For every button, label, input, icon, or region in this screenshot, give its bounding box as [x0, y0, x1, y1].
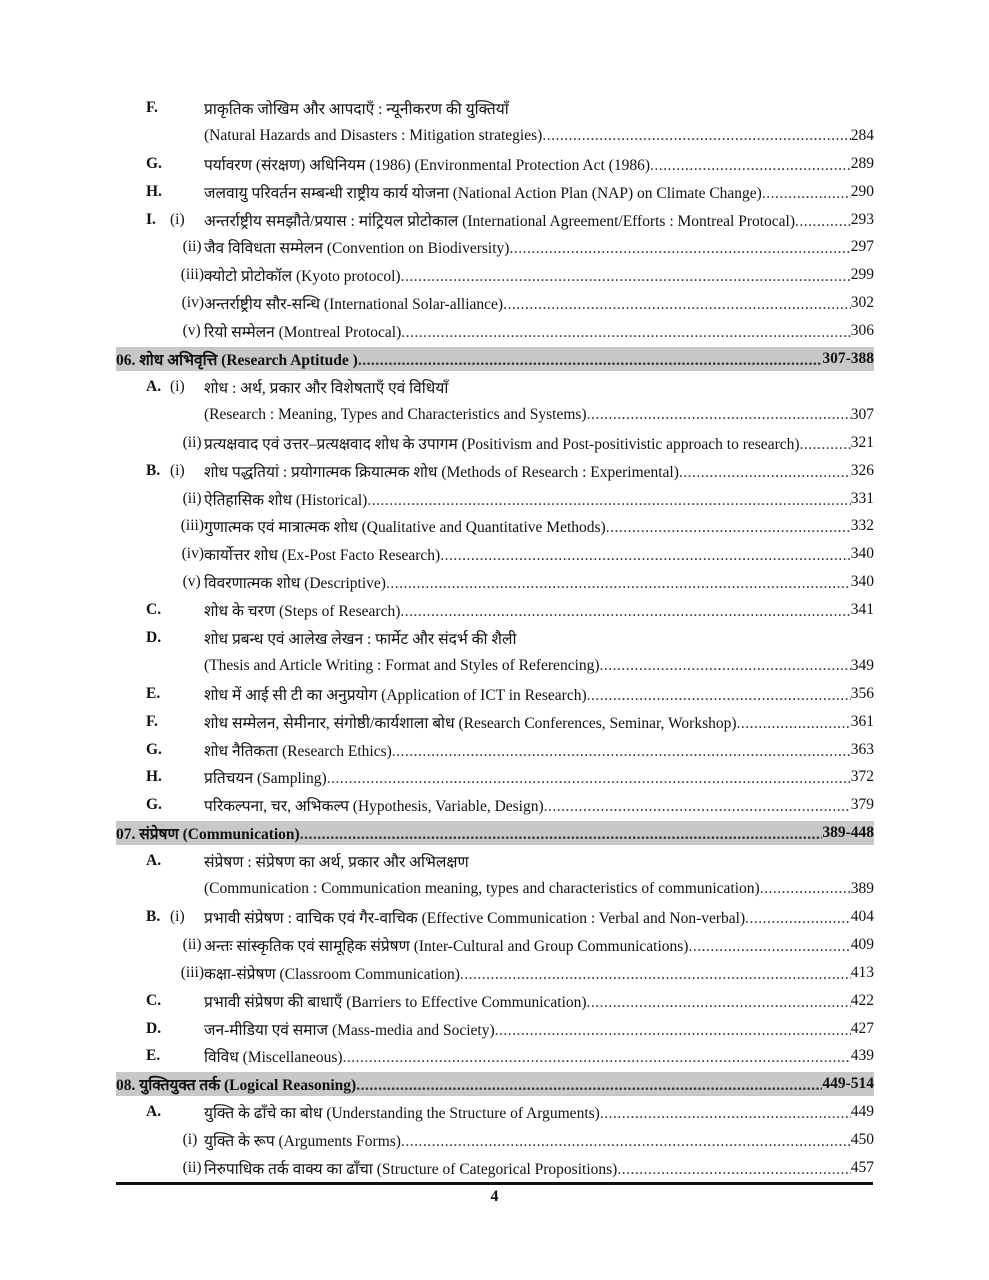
entry-page: 449	[850, 1103, 874, 1121]
leader-dots	[600, 1105, 851, 1123]
toc-entry[interactable]	[116, 178, 874, 206]
entry-sublabel	[176, 183, 204, 201]
leader-dots	[650, 157, 851, 175]
toc-entry[interactable]	[116, 206, 874, 234]
entry-title-line	[204, 543, 851, 565]
entry-page: 356	[850, 684, 874, 702]
entry-sublabel	[176, 1020, 204, 1038]
leader-dots	[367, 492, 850, 510]
entry-title-line	[204, 320, 851, 342]
entry-page: 341	[850, 601, 874, 619]
entry-label: H.	[146, 182, 162, 200]
entry-page: 363	[850, 740, 874, 758]
entry-title: प्रत्यक्षवाद एवं उत्तर–प्रत्यक्षवाद शोध के उपागम (Positivism and Post-positivistic approach to research)	[204, 435, 800, 453]
entry-marker	[116, 155, 204, 173]
toc-entry[interactable]	[116, 1126, 874, 1154]
entry-page: 331	[850, 489, 874, 507]
entry-marker	[116, 992, 204, 1010]
entry-sublabel: (iii)	[180, 266, 204, 284]
entry-title: अन्तर्राष्ट्रीय समझौते/प्रयास : मांट्रियल प्रोटोकाल (International Agreement/Efforts : Montreal Protocal)	[204, 212, 796, 230]
entry-sublabel	[176, 155, 204, 173]
entry-page: 413	[850, 963, 874, 981]
entry-label: E.	[146, 684, 161, 702]
chapter-heading[interactable]	[116, 821, 874, 845]
entry-label: F.	[146, 98, 158, 116]
toc-entry[interactable]	[116, 847, 874, 875]
entry-title: युक्ति के ढॉंचे का बोध (Understanding the Structure of Arguments)	[204, 1105, 600, 1123]
leader-dots	[401, 1133, 851, 1151]
entry-title: रियो सम्मेलन (Montreal Protocal)	[204, 324, 402, 342]
entry-marker	[116, 908, 204, 926]
chapter-page-range: 449-514	[822, 1075, 874, 1093]
leader-dots	[509, 240, 850, 258]
entry-marker	[116, 1131, 204, 1149]
entry-page: 404	[850, 907, 874, 925]
entry-label: I.	[146, 210, 156, 228]
leader-dots	[401, 268, 851, 286]
entry-title-line	[204, 1018, 851, 1040]
entry-title-line	[204, 460, 851, 482]
entry-page: 321	[850, 433, 874, 451]
entry-sublabel: (ii)	[182, 433, 202, 451]
entry-marker	[116, 936, 204, 954]
entry-title: कक्षा-संप्रेषण (Classroom Communication)	[204, 965, 460, 983]
entry-title: ऐतिहासिक शोध (Historical)	[204, 491, 368, 509]
entry-marker	[116, 462, 204, 480]
leader-dots	[587, 994, 851, 1012]
entry-title: प्रभावी संप्रेषण की बाधाएँ (Barriers to Effective Communication)	[204, 993, 587, 1011]
entry-title: जन-मीडिया एवं समाज (Mass-media and Society)	[204, 1021, 495, 1039]
entry-title: शोध नैतिकता (Research Ethics)	[204, 742, 392, 760]
leader-dots	[327, 770, 851, 788]
entry-title: युक्ति के रूप (Arguments Forms)	[204, 1133, 401, 1151]
toc-entry[interactable]	[116, 791, 874, 819]
leader-dots	[542, 127, 850, 145]
leader-dots	[392, 743, 851, 761]
toc-entry[interactable]	[116, 652, 874, 680]
entry-sublabel	[176, 1103, 204, 1121]
entry-title: शोध में आई सी टी का अनुप्रयोग (Application of ICT in Research)	[204, 686, 587, 704]
entry-page: 293	[850, 210, 874, 228]
chapter-heading[interactable]	[116, 347, 874, 371]
chapter-title: 06. शोध अभिवृत्ति (Research Aptitude )	[116, 352, 358, 370]
chapter-title: 08. युक्तियुक्त तर्क (Logical Reasoning)	[116, 1077, 357, 1095]
toc-entry[interactable]	[116, 1154, 874, 1182]
toc-entry[interactable]	[116, 540, 874, 568]
entry-title: अन्तः सांस्कृतिक एवं सामूहिक संप्रेषण (Inter-Cultural and Group Communications)	[204, 937, 689, 955]
toc-entry[interactable]	[116, 1098, 874, 1126]
toc-entry[interactable]	[116, 763, 874, 791]
footer-rule	[116, 1182, 873, 1185]
entry-page: 284	[850, 126, 874, 144]
entry-title-line	[204, 264, 851, 286]
toc-entry[interactable]	[116, 512, 874, 540]
entry-title: प्रभावी संप्रेषण : वाचिक एवं गैर-वाचिक (Effective Communication : Verbal and Non-verbal)	[204, 909, 746, 927]
toc-entry[interactable]	[116, 959, 874, 987]
leader-dots	[587, 687, 851, 705]
entry-sublabel: (ii)	[182, 935, 202, 953]
leader-dots	[688, 938, 850, 956]
entry-label	[116, 573, 183, 591]
entry-title: संप्रेषण : संप्रेषण का अर्थ, प्रकार और अभिलक्षण	[204, 854, 469, 872]
entry-page: 299	[850, 266, 874, 284]
entry-title: विवरणात्मक शोध (Descriptive)	[204, 575, 386, 593]
entry-label	[116, 266, 181, 284]
entry-title-line	[204, 1045, 851, 1067]
entry-sublabel	[176, 685, 204, 703]
entry-marker	[116, 768, 204, 786]
entry-title: परिकल्पना, चर, अभिकल्प (Hypothesis, Variable, Design)	[204, 798, 544, 816]
entry-page: 306	[850, 322, 874, 340]
entry-title-line	[204, 711, 851, 733]
entry-sublabel: (i)	[170, 907, 185, 925]
entry-title: जैव विविधता सम्मेलन (Convention on Biodiversity)	[204, 240, 510, 258]
entry-sublabel: (ii)	[182, 1159, 202, 1177]
entry-marker	[116, 964, 204, 982]
entry-page: 389	[850, 880, 874, 898]
toc-entry[interactable]	[116, 317, 874, 345]
entry-title-line	[204, 657, 851, 675]
toc-entry[interactable]	[116, 150, 874, 178]
entry-marker	[116, 99, 204, 117]
entry-label: G.	[146, 740, 162, 758]
entry-marker	[116, 211, 204, 229]
entry-marker	[116, 685, 204, 703]
toc-entry[interactable]	[116, 457, 874, 485]
leader-dots	[760, 880, 851, 898]
entry-title: निरुपाधिक तर्क वाक्य का ढाँचा (Structure of Categorical Propositions)	[204, 1161, 618, 1179]
entry-marker	[116, 796, 204, 814]
leader-dots	[600, 657, 851, 675]
entry-page: 340	[850, 545, 874, 563]
entry-sublabel	[176, 629, 204, 647]
entry-marker	[116, 1020, 204, 1038]
toc-entry[interactable]	[116, 373, 874, 401]
entry-marker	[116, 434, 204, 452]
entry-sublabel: (i)	[170, 377, 185, 395]
entry-title-line	[204, 515, 851, 537]
entry-page: 439	[850, 1047, 874, 1065]
entry-label: H.	[146, 768, 162, 786]
entry-label: E.	[146, 1047, 161, 1065]
leader-dots	[587, 406, 851, 424]
entry-marker	[116, 601, 204, 619]
leader-dots	[544, 798, 851, 816]
entry-title-line	[204, 236, 851, 258]
entry-label	[116, 517, 181, 535]
entry-title-line	[204, 627, 874, 649]
entry-sublabel: (iii)	[180, 963, 204, 981]
entry-title-line	[204, 571, 851, 593]
entry-title-line	[204, 209, 851, 231]
entry-marker	[116, 378, 204, 396]
entry-title-line	[204, 406, 851, 424]
entry-label	[116, 964, 181, 982]
leader-dots	[800, 436, 851, 454]
leader-dots	[737, 715, 851, 733]
entry-page: 349	[850, 656, 874, 674]
entry-label	[116, 238, 183, 256]
entry-label	[116, 490, 183, 508]
entry-page: 450	[850, 1131, 874, 1149]
entry-title: (Communication : Communication meaning, types and characteristics of communication)	[204, 880, 760, 898]
entry-marker	[116, 741, 204, 759]
entry-label	[116, 1131, 183, 1149]
entry-label: B.	[146, 461, 161, 479]
entry-sublabel: (i)	[170, 210, 185, 228]
entry-title-line	[204, 432, 851, 454]
entry-sublabel	[176, 713, 204, 731]
entry-title: जलवायु परिवर्तन सम्बन्धी राष्ट्रीय कार्य योजना (National Action Plan (NAP) on Climate Change)	[204, 184, 762, 202]
entry-title-line	[204, 962, 851, 984]
entry-title: पर्यावरण (संरक्षण) अधिनियम (1986) (Environmental Protection Act (1986)	[204, 156, 650, 174]
entry-marker	[116, 266, 204, 284]
chapter-page-range: 307-388	[822, 350, 874, 368]
chapter-title-line	[116, 822, 822, 844]
entry-marker	[116, 322, 204, 340]
leader-dots	[401, 324, 850, 342]
entry-label: G.	[146, 796, 162, 814]
entry-title-line	[204, 97, 874, 119]
entry-marker	[116, 852, 204, 870]
entry-sublabel: (iv)	[181, 545, 204, 563]
entry-title: क्योटो प्रोटोकॉल (Kyoto protocol)	[204, 268, 401, 286]
entry-sublabel: (iii)	[180, 517, 204, 535]
entry-page: 409	[850, 935, 874, 953]
entry-label	[116, 434, 183, 452]
entry-title: शोध सम्मेलन, सेमीनार, संगोष्ठी/कार्यशाला बोध (Research Conferences, Seminar, Workshop)	[204, 714, 737, 732]
entry-title: शोध प्रबन्ध एवं आलेख लेखन : फार्मेट और संदर्भ की शैली	[204, 630, 517, 648]
entry-marker	[116, 713, 204, 731]
toc-entry[interactable]	[116, 289, 874, 317]
entry-label: C.	[146, 991, 162, 1009]
entry-label: F.	[146, 712, 158, 730]
entry-title: (Research : Meaning, Types and Characteristics and Systems)	[204, 405, 587, 423]
entry-label: A.	[146, 1103, 162, 1121]
entry-page: 307	[850, 405, 874, 423]
entry-page: 361	[850, 712, 874, 730]
toc-entry[interactable]	[116, 736, 874, 764]
chapter-title-line	[116, 1073, 822, 1095]
entry-page: 422	[850, 991, 874, 1009]
leader-dots	[503, 296, 851, 314]
entry-page: 302	[850, 294, 874, 312]
entry-label: D.	[146, 628, 162, 646]
leader-dots	[440, 547, 851, 565]
leader-dots	[358, 352, 823, 370]
entry-marker	[116, 1103, 204, 1121]
toc-entry[interactable]	[116, 931, 874, 959]
leader-dots	[495, 1022, 851, 1040]
entry-label	[116, 1159, 183, 1177]
entry-sublabel: (i)	[170, 461, 185, 479]
leader-dots	[460, 966, 851, 984]
entry-sublabel	[176, 852, 204, 870]
leader-dots	[400, 603, 850, 621]
entry-title: (Thesis and Article Writing : Format and Styles of Referencing)	[204, 656, 600, 674]
toc-entry[interactable]	[116, 261, 874, 289]
entry-title-line	[204, 766, 851, 788]
entry-page: 290	[850, 182, 874, 200]
entry-label: C.	[146, 601, 162, 619]
entry-label: A.	[146, 852, 162, 870]
entry-title: कार्योत्तर शोध (Ex-Post Facto Research)	[204, 547, 441, 565]
toc-entry[interactable]	[116, 596, 874, 624]
entry-sublabel: (v)	[182, 573, 201, 591]
entry-sublabel: (ii)	[182, 238, 202, 256]
entry-title-line	[204, 683, 851, 705]
leader-dots	[795, 213, 851, 231]
entry-sublabel: (v)	[182, 322, 201, 340]
toc-entry[interactable]	[116, 568, 874, 596]
toc-entry[interactable]	[116, 987, 874, 1015]
page-number: 4	[490, 1188, 499, 1205]
toc-entry[interactable]	[116, 903, 874, 931]
chapter-page-range: 389-448	[822, 824, 874, 842]
toc-entry[interactable]	[116, 624, 874, 652]
entry-title-line	[204, 1101, 851, 1123]
leader-dots	[343, 1049, 851, 1067]
toc-entry[interactable]	[116, 401, 874, 429]
leader-dots	[386, 575, 851, 593]
entry-title-line	[204, 376, 874, 398]
entry-marker	[116, 1047, 204, 1065]
entry-title-line	[204, 880, 851, 898]
entry-title: विविध (Miscellaneous)	[204, 1049, 343, 1067]
entry-sublabel: (i)	[182, 1131, 198, 1149]
entry-page: 379	[850, 796, 874, 814]
entry-label	[116, 545, 182, 563]
leader-dots	[679, 464, 851, 482]
entry-marker	[116, 545, 204, 563]
entry-title-line	[204, 1129, 851, 1151]
entry-title-line	[204, 990, 851, 1012]
toc-entry[interactable]	[116, 485, 874, 513]
entry-label	[116, 294, 182, 312]
entry-page: 289	[850, 154, 874, 172]
toc-entry[interactable]	[116, 708, 874, 736]
entry-label: B.	[146, 907, 161, 925]
entry-sublabel	[176, 1047, 204, 1065]
toc-entry[interactable]	[116, 233, 874, 261]
entry-page: 326	[850, 461, 874, 479]
entry-title: (Natural Hazards and Disasters : Mitigation strategies)	[204, 126, 543, 144]
entry-title: शोध के चरण (Steps of Research)	[204, 603, 401, 621]
entry-marker	[116, 517, 204, 535]
entry-marker	[116, 1159, 204, 1177]
entry-label: D.	[146, 1019, 162, 1037]
entry-page: 340	[850, 573, 874, 591]
entry-sublabel	[176, 992, 204, 1010]
entry-page: 297	[850, 238, 874, 256]
entry-page: 457	[850, 1159, 874, 1177]
entry-title: गुणात्मक एवं मात्रात्मक शोध (Qualitative and Quantitative Methods)	[204, 519, 606, 537]
entry-title: अन्तर्राष्ट्रीय सौर-सन्धि (International Solar-alliance)	[204, 296, 504, 314]
entry-sublabel: (ii)	[182, 489, 202, 507]
entry-title-line	[204, 488, 851, 510]
entry-page: 332	[850, 517, 874, 535]
toc-entry[interactable]	[116, 429, 874, 457]
entry-page: 372	[850, 768, 874, 786]
entry-sublabel	[176, 601, 204, 619]
entry-title-line	[204, 906, 851, 928]
entry-marker	[116, 629, 204, 647]
toc-entry[interactable]	[116, 1043, 874, 1071]
entry-title-line	[204, 599, 851, 621]
leader-dots	[356, 1077, 822, 1095]
entry-title-line	[204, 1157, 851, 1179]
entry-title: प्राकृतिक जोखिम और आपदाएँ : न्यूनीकरण की युक्तियाँ	[204, 100, 509, 118]
entry-page: 427	[850, 1019, 874, 1037]
chapter-heading[interactable]	[116, 1072, 874, 1096]
entry-marker	[116, 183, 204, 201]
toc-entry[interactable]	[116, 94, 874, 122]
leader-dots	[300, 826, 823, 844]
toc-entry[interactable]	[116, 1015, 874, 1043]
entry-marker	[116, 294, 204, 312]
entry-title-line	[204, 850, 874, 872]
entry-title: प्रतिचयन (Sampling)	[204, 770, 327, 788]
entry-marker	[116, 573, 204, 591]
entry-sublabel: (iv)	[181, 294, 204, 312]
entry-marker	[116, 490, 204, 508]
chapter-title: 07. संप्रेषण (Communication)	[116, 826, 300, 844]
leader-dots	[762, 185, 851, 203]
entry-label: A.	[146, 377, 162, 395]
entry-label: G.	[146, 154, 162, 172]
toc-entry[interactable]	[116, 122, 874, 150]
entry-title-line	[204, 181, 851, 203]
entry-title-line	[204, 153, 851, 175]
entry-title-line	[204, 127, 851, 145]
entry-label	[116, 322, 183, 340]
entry-title: शोध पद्धतियां : प्रयोगात्मक क्रियात्मक शोध (Methods of Research : Experimental)	[204, 463, 679, 481]
entry-sublabel	[176, 796, 204, 814]
entry-title-line	[204, 739, 851, 761]
chapter-title-line	[116, 348, 822, 370]
entry-title-line	[204, 934, 851, 956]
leader-dots	[617, 1161, 850, 1179]
entry-title-line	[204, 794, 851, 816]
entry-sublabel	[176, 741, 204, 759]
entry-label	[116, 936, 183, 954]
entry-marker	[116, 238, 204, 256]
toc-entry[interactable]	[116, 680, 874, 708]
leader-dots	[606, 519, 851, 537]
toc-entry[interactable]	[116, 875, 874, 903]
leader-dots	[745, 910, 851, 928]
entry-sublabel	[176, 99, 204, 117]
entry-title: शोध : अर्थ, प्रकार और विशेषताएँ एवं विधियाँ	[204, 379, 449, 397]
table-of-contents	[116, 94, 874, 1182]
entry-title-line	[204, 292, 851, 314]
entry-sublabel	[176, 768, 204, 786]
